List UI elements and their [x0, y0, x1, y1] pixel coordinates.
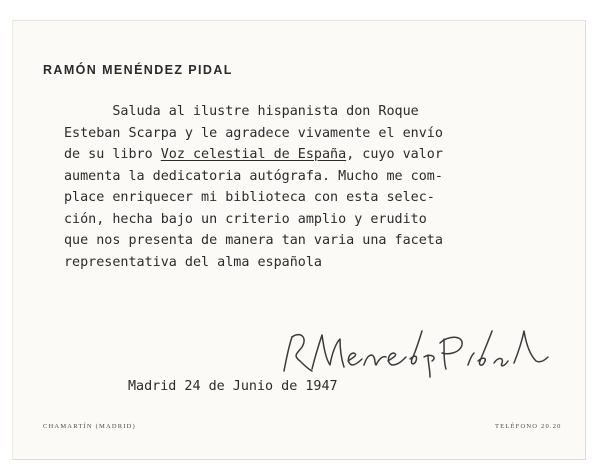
body-line-3-start: de su libro: [64, 147, 161, 162]
body-line-7: que nos presenta de manera tan varia una faceta: [64, 233, 443, 248]
corner-mark: [21, 25, 31, 31]
handwritten-signature: [278, 323, 563, 379]
letter-card: [12, 20, 586, 460]
footer-telephone: TELÉFONO 20.20: [495, 423, 562, 430]
letter-body: [64, 101, 443, 273]
date-line: Madrid 24 de Junio de 1947: [128, 379, 338, 394]
body-line-3: [64, 144, 443, 166]
body-line-5: place enriquecer mi biblioteca con esta selec-: [64, 190, 435, 205]
footer-address: CHAMARTÍN (MADRID): [43, 423, 136, 430]
letterhead-name: RAMÓN MENÉNDEZ PIDAL: [43, 63, 233, 77]
body-line-3-end: , cuyo valor: [346, 147, 443, 162]
body-line-6: ción, hecha bajo un criterio amplio y erudito: [64, 211, 427, 227]
body-line-2: Esteban Scarpa y le agradece vivamente el envío: [64, 125, 443, 141]
book-title: Voz celestial de España: [160, 147, 347, 162]
body-line-4: aumenta la dedicatoria autógrafa. Mucho me com-: [64, 168, 443, 184]
body-line-1: Saluda al ilustre hispanista don Roque: [64, 104, 419, 119]
body-line-8: representativa del alma española: [64, 254, 322, 270]
